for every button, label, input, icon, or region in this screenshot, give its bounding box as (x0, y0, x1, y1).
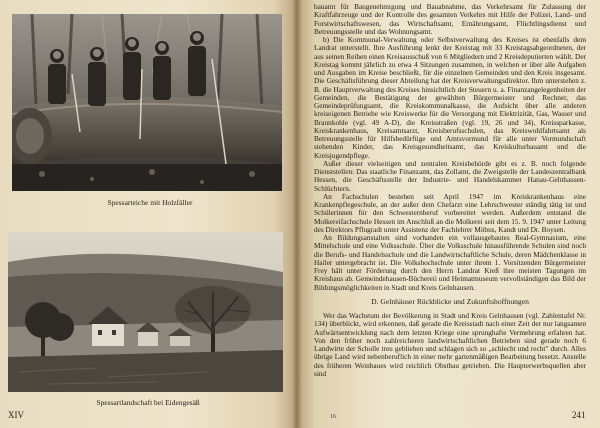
photo-caption-bottom: Spessartlandschaft bei Eidengesäß (96, 398, 200, 407)
paragraph: Außer dieser vielseitigen und zentralen Kreisbehörde gibt es z. B. noch folgende Dienststellen: Das staatliche Finanzamt, das Zollamt, die Zweigstelle der Landeszentralbank Hessen, die Geschäftsstelle der Industrie- und Handelskammer Hanau-Gelnhausen-Schlüchtern. (314, 158, 586, 193)
paragraph: Wer das Wachstum der Bevölkerung in Stadt und Kreis Gelnhausen (vgl. Zahlentafel Nr. 134) überblickt, wird erkennen, daß gerade die Kreisstadt nach einer Zeit der nur langsamen Aufwärtsentwicklung nach dem letzten Kriege eine sprunghafte Vermehrung erfahren hat. Von den früher noch zahlreicheren landwirtschaftlichen Betrieben sind gerade noch 6 Landwirte der Scholle treu geblieben und schlagen sich so „schlecht und recht" durch. Alles übrige Land wird nebenberuflich in einer mehr gartenmäßigen Bearbeitung besetzt. Anstelle des früheren Weinbaues wird reichlich Obstbau getrieben. Die Haupterwerbsquellen aber sind (314, 311, 586, 378)
photo-oak-woodcutters (12, 14, 282, 191)
section-heading: D. Gelnhäuser Rückblicke und Zukunftshoffnungen (371, 296, 529, 306)
signature-mark: 16 (330, 414, 336, 420)
left-page (0, 0, 297, 428)
page-number-right: 241 (572, 410, 586, 420)
photo-caption-top: Spessarteiche mit Holzfäller (107, 198, 193, 207)
paragraph: An Fachschulen bestehen seit April 1947 im Kreiskrankenhaus eine Krankenpflegeschule, an der außer dem Chefarzt eine Lehrschwester ständig tätig ist und Schülerinnen für den Schwesternberuf vorbereitet werden. Außerdem entstand die Molkereifachschule Hessen im Anschluß an die Molkerei seit dem 15. 9. 1947 unter Leitung des Direktors Pflugradt unter Assistenz der Fachlehrer Möbus, Kandt und Dr. Boysen. (314, 191, 586, 234)
paragraph: bauamt für Baugenehmigung und Bauabnahme, das Verkehrsamt für Zulassung der Kraftfahrzeuge und der Kontrolle des gesamten Verkehrs mit Hilfe der Polizei, Land- und Forstwirtschaftswesen, das Wirtschaftsamt, Ernährungsamt, Flüchtlingsdienst und Betreuungsstelle und das Wohnungsamt. (314, 2, 586, 36)
paragraph: b) Die Kommunal-Verwaltung oder Selbstverwaltung des Kreises ist ebenfalls dem Landrat unterstellt. Ihre Ausführung lenkt der Kreistag mit 33 Kreistagsabgeordneten, der aus seinen Reihen einen Kreisausschuß von 6 Mitgliedern und 2 Kreisdeputierten wählt. Der Kreistag kommt jährlich zu etwa 4 Sitzungen zusammen, in welchen er über alle Aufgaben und Ausgaben im Kreise beschließt, für die einzelnen Gemeinden und den Kreis insgesamt. Die Geschäftsführung dieser Abteilung hat der Kreisverwaltungsdirektor. Ihm unterstehen z. B. die Hauptverwaltung des Kreises hinsichtlich der Steuern u. a. Finanzangelegenheiten der Gemeinden, die Bestätigung der gewählten Bürgermeister und Rechner, das Gemeindeprüfungsamt, die Kreiskommunalkasse, die Aufsicht über alle anderen kreiseigenen Betriebe wie Kreiswerke für die Versorgung mit Elektrizität, Gas, Wasser und Braunkohle (vgl. 49 A-D), die Kreisstraßen (vgl. 19, 26 und 34), Kreissparkasse, Kreiskrankenhaus, Kreisamtsarzt, Kreisberufsschulen, das Kreiswohlfahrtsamt als Betreuungsstelle für Hilfsbedürftige und Amtsvormund für alle unter Vormundschaft stehenden Kinder, das Kreisgesundheitsamt, das Kreiskulturbauamt und die Kreisjugendpflege. (314, 35, 586, 160)
book-gutter (292, 0, 302, 428)
paragraph: An Bildungsanstalten sind vorhanden ein vollausgebautes Real-Gymnasium, eine Mittelschule und eine Volksschule. Über die Volksschule hinausführende Schulen sind noch die Berufs- und Handelsschule und die Landwirtschaftliche Schule, deren Mädchenklasse in Hailer untergebracht ist. Die Volkshochschule unter ihrem 1. Vorsitzenden Bürgermeister Frey hält unter Förderung durch den Herrn Landrat Kreß ihre meisten Tagungen im Kreishaus ab. Gemeindehausen-Büchereii und Heimatmuseum vervollständigen das Bild der Bildungsmöglichkeiten in Stadt und Kreis Gelnhausen. (314, 233, 586, 292)
photo-spessart-landscape (8, 232, 283, 392)
body-text (314, 3, 586, 378)
page-number-left: XIV (8, 410, 24, 420)
